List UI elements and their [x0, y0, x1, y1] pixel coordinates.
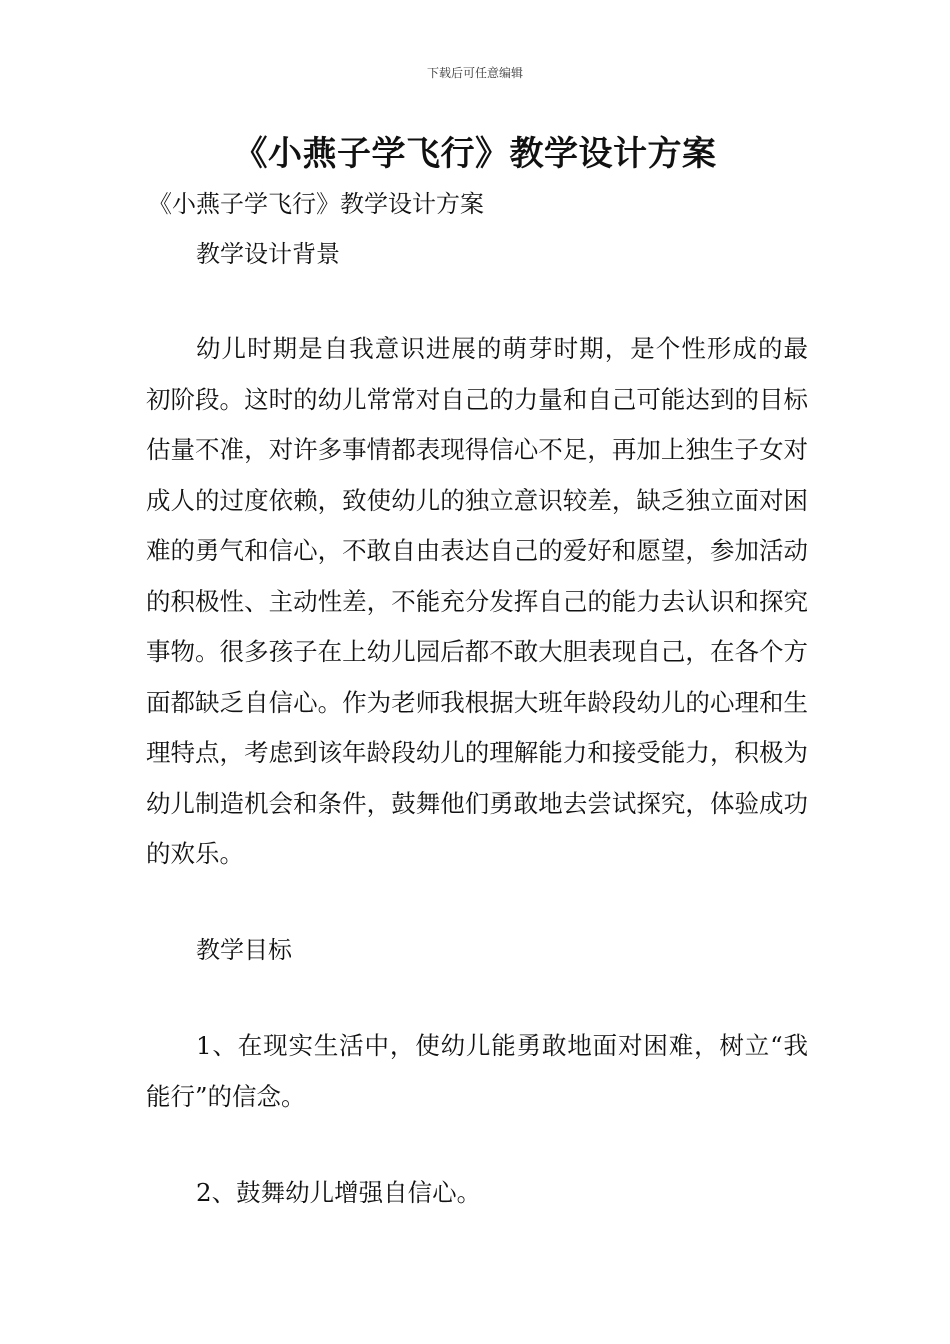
section-heading-background: 教学设计背景	[196, 240, 340, 268]
document-subtitle: 《小燕子学飞行》教学设计方案	[148, 190, 484, 218]
goal-item-2: 2、鼓舞幼儿增强自信心。	[196, 1178, 482, 1207]
header-note: 下载后可任意编辑	[426, 66, 523, 80]
document-title: 《小燕子学飞行》教学设计方案	[233, 134, 717, 174]
background-paragraph: 幼儿时期是自我意识进展的萌芽时期，是个性形成的最初阶段。这时的幼儿常常对自己的力量和自己可能达到的目标估量不准，对许多事情都表现得信心不足，再加上独生子女对成人的过度依赖，致使幼儿的独立意识较差，缺乏独立面对困难的勇气和信心，不敢自由表达自己的爱好和愿望，参加活动的积极性、主动性差，不能充分发挥自己的能力去认识和探究事物。很多孩子在上幼儿园后都不敢大胆表现自己，在各个方面都缺乏自信心。作为老师我根据大班年龄段幼儿的心理和生理特点，考虑到该年龄段幼儿的理解能力和接受能力，积极为幼儿制造机会和条件，鼓舞他们勇敢地去尝试探究，体验成功的欢乐。	[146, 334, 808, 868]
goal-item-1: 1、在现实生活中，使幼儿能勇敢地面对困难，树立“我能行”的信念。	[146, 1031, 808, 1111]
section-heading-goals: 教学目标	[196, 936, 292, 964]
